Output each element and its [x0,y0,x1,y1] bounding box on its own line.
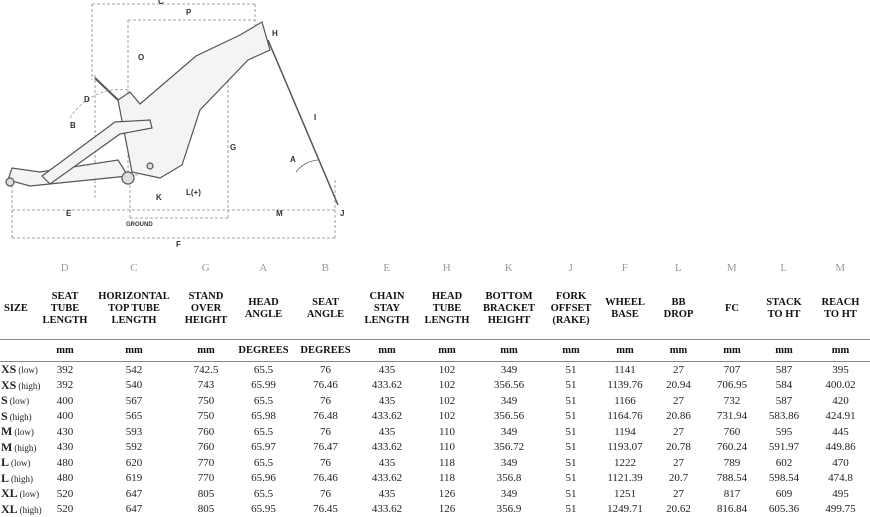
column-header [542,278,600,340]
label-A: A [290,155,296,164]
table-cell: 520 [42,486,88,502]
column-header [295,278,356,340]
table-cell: 392 [42,362,88,378]
table-cell: 592 [88,440,180,456]
table-cell: 565 [88,409,180,425]
table-cell: 420 [811,393,870,409]
unit-cell: mm [650,340,707,362]
table-cell: 349 [476,362,542,378]
table-cell: 750 [180,409,232,425]
bike-frame [6,22,338,205]
table-cell: 102 [418,393,476,409]
size-cell [0,378,42,394]
size-cell [0,502,42,517]
table-cell: 750 [180,393,232,409]
dimension-letter [0,258,42,278]
table-cell: 27 [650,486,707,502]
table-cell: 20.62 [650,502,707,517]
table-cell: 542 [88,362,180,378]
unit-cell: mm [707,340,757,362]
table-cell: 430 [42,440,88,456]
table-cell: 499.75 [811,502,870,517]
column-header [418,278,476,340]
table-row [0,486,870,502]
size-name: M [1,424,12,438]
table-cell: 1251 [600,486,650,502]
size-name: XS [1,378,16,392]
table-cell: 1249.71 [600,502,650,517]
dimension-letter-row [0,258,870,278]
column-header-line: FORK [542,291,600,303]
table-cell: 1193.07 [600,440,650,456]
size-name: S [1,393,8,407]
table-cell: 102 [418,378,476,394]
column-header-line: LENGTH [88,315,180,327]
size-variant: (high) [18,381,40,391]
table-cell: 1222 [600,455,650,471]
label-E: E [66,209,72,218]
table-cell: 356.8 [476,471,542,487]
column-header [88,278,180,340]
unit-cell: mm [42,340,88,362]
size-variant: (high) [11,474,33,484]
table-cell: 1164.76 [600,409,650,425]
table-cell: 707 [707,362,757,378]
size-rows [0,362,870,517]
size-cell [0,424,42,440]
label-I: I [314,113,316,122]
label-D: D [84,95,90,104]
table-cell: 349 [476,486,542,502]
column-header-line: CHAIN [356,291,418,303]
label-O: O [138,53,144,62]
table-cell: 102 [418,409,476,425]
column-header-line: BASE [600,309,650,321]
table-cell: 433.62 [356,409,418,425]
table-cell: 65.5 [232,455,295,471]
unit-cell: mm [418,340,476,362]
column-header [356,278,418,340]
table-cell: 584 [757,378,811,394]
size-name: XL [1,486,18,500]
label-G: G [230,143,236,152]
dimension-letter: F [600,258,650,278]
column-header-line: BOTTOM [476,291,542,303]
table-row [0,471,870,487]
table-cell: 126 [418,486,476,502]
table-cell: 433.62 [356,471,418,487]
table-row [0,502,870,517]
table-cell: 731.94 [707,409,757,425]
column-header [757,278,811,340]
size-cell [0,393,42,409]
label-P: P [186,8,192,17]
table-cell: 349 [476,424,542,440]
table-cell: 51 [542,440,600,456]
table-cell: 495 [811,486,870,502]
dimension-labels [66,0,344,249]
table-cell: 647 [88,486,180,502]
unit-cell: mm [476,340,542,362]
table-cell: 805 [180,486,232,502]
column-header-line: SEAT [42,291,88,303]
table-cell: 76.46 [295,471,356,487]
size-name: L [1,455,9,469]
table-cell: 65.96 [232,471,295,487]
column-header-line: ANGLE [232,309,295,321]
table-cell: 430 [42,424,88,440]
column-header-line: TUBE [42,303,88,315]
dimension-letter: L [650,258,707,278]
table-cell: 742.5 [180,362,232,378]
unit-cell: DEGREES [232,340,295,362]
table-cell: 76 [295,455,356,471]
table-cell: 27 [650,424,707,440]
column-header-line: BB [650,297,707,309]
table-cell: 65.5 [232,424,295,440]
label-K: K [156,193,162,202]
column-header-line: TO HT [811,309,870,321]
column-header-line: HEIGHT [476,315,542,327]
column-header [811,278,870,340]
size-variant: (low) [14,427,34,437]
table-cell: 595 [757,424,811,440]
table-cell: 51 [542,393,600,409]
table-cell: 567 [88,393,180,409]
column-header [476,278,542,340]
column-header [0,278,42,340]
label-C: C [158,0,164,6]
unit-cell: mm [811,340,870,362]
unit-cell: mm [356,340,418,362]
table-cell: 816.84 [707,502,757,517]
table-cell: 1194 [600,424,650,440]
table-cell: 27 [650,362,707,378]
table-row [0,409,870,425]
table-cell: 805 [180,502,232,517]
dimension-letter: E [356,258,418,278]
table-cell: 435 [356,424,418,440]
table-cell: 1139.76 [600,378,650,394]
table-cell: 27 [650,455,707,471]
dimension-letter: B [295,258,356,278]
label-H: H [272,29,278,38]
table-cell: 619 [88,471,180,487]
table-cell: 349 [476,393,542,409]
table-cell: 760 [180,440,232,456]
table-cell: 51 [542,486,600,502]
table-cell: 126 [418,502,476,517]
table-cell: 540 [88,378,180,394]
table-cell: 400.02 [811,378,870,394]
dimension-letter: H [418,258,476,278]
column-header-line: WHEEL [600,297,650,309]
size-cell [0,471,42,487]
column-header-line: FC [707,303,757,315]
table-cell: 706.95 [707,378,757,394]
column-header [180,278,232,340]
table-cell: 647 [88,502,180,517]
unit-cell: mm [180,340,232,362]
table-cell: 424.91 [811,409,870,425]
dimension-letter: K [476,258,542,278]
table-cell: 605.36 [757,502,811,517]
table-cell: 435 [356,455,418,471]
table-cell: 609 [757,486,811,502]
table-cell: 593 [88,424,180,440]
label-B: B [70,121,76,130]
column-header [600,278,650,340]
table-row [0,362,870,378]
column-header-line: OVER [180,303,232,315]
column-header-line: TUBE [418,303,476,315]
size-cell [0,486,42,502]
table-cell: 433.62 [356,440,418,456]
column-header-line: (RAKE) [542,315,600,327]
table-cell: 789 [707,455,757,471]
table-cell: 51 [542,378,600,394]
column-header-line: HORIZONTAL [88,291,180,303]
label-M: M [276,209,283,218]
column-header [650,278,707,340]
table-cell: 65.5 [232,362,295,378]
table-cell: 356.56 [476,378,542,394]
column-header-line: DROP [650,309,707,321]
table-row [0,424,870,440]
table-cell: 435 [356,362,418,378]
column-header-line: STACK [757,297,811,309]
size-name: L [1,471,9,485]
table-cell: 732 [707,393,757,409]
table-cell: 817 [707,486,757,502]
table-cell: 760 [707,424,757,440]
table-cell: 587 [757,393,811,409]
table-cell: 435 [356,393,418,409]
size-cell [0,440,42,456]
table-row [0,440,870,456]
table-cell: 1141 [600,362,650,378]
column-header-line: STAND [180,291,232,303]
table-cell: 788.54 [707,471,757,487]
table-cell: 392 [42,378,88,394]
table-cell: 51 [542,471,600,487]
table-cell: 760 [180,424,232,440]
dimension-letter: L [757,258,811,278]
table-cell: 76 [295,486,356,502]
table-cell: 20.94 [650,378,707,394]
table-cell: 602 [757,455,811,471]
table-cell: 76 [295,424,356,440]
label-F: F [176,240,181,249]
column-header-line: OFFSET [542,303,600,315]
table-cell: 433.62 [356,502,418,517]
unit-cell: mm [600,340,650,362]
ground-label: GROUND [126,222,153,228]
table-cell: 583.86 [757,409,811,425]
table-cell: 760.24 [707,440,757,456]
table-cell: 118 [418,471,476,487]
table-cell: 65.95 [232,502,295,517]
column-header-row [0,278,870,340]
column-header [707,278,757,340]
column-header-line: SEAT [295,297,356,309]
table-cell: 591.97 [757,440,811,456]
table-cell: 102 [418,362,476,378]
dimension-letter: C [88,258,180,278]
size-name: M [1,440,12,454]
table-cell: 356.72 [476,440,542,456]
table-cell: 51 [542,455,600,471]
size-name: S [1,409,8,423]
size-name: XS [1,362,16,376]
geometry-diagram [0,0,360,252]
size-variant: (high) [14,443,36,453]
label-J: J [340,209,344,218]
table-cell: 598.54 [757,471,811,487]
units-row [0,340,870,362]
column-header [232,278,295,340]
size-variant: (low) [18,365,38,375]
table-cell: 65.97 [232,440,295,456]
size-variant: (low) [10,396,30,406]
table-cell: 770 [180,471,232,487]
table-cell: 520 [42,502,88,517]
dimension-letter: J [542,258,600,278]
head-angle-arc [296,160,318,172]
column-header-line: BRACKET [476,303,542,315]
label-L: L(+) [186,188,201,197]
table-cell: 118 [418,455,476,471]
column-header-line: HEAD [232,297,295,309]
unit-cell: mm [542,340,600,362]
table-cell: 400 [42,409,88,425]
table-cell: 433.62 [356,378,418,394]
table-cell: 65.5 [232,486,295,502]
table-cell: 474.8 [811,471,870,487]
column-header-line: HEAD [418,291,476,303]
size-cell [0,409,42,425]
size-name: XL [1,502,18,516]
table-cell: 76 [295,362,356,378]
table-cell: 743 [180,378,232,394]
table-cell: 480 [42,471,88,487]
geometry-table [0,258,870,517]
size-variant: (low) [11,458,31,468]
column-header-line: TOP TUBE [88,303,180,315]
table-cell: 400 [42,393,88,409]
unit-cell: mm [88,340,180,362]
table-cell: 1121.39 [600,471,650,487]
size-cell [0,455,42,471]
column-header-line: TO HT [757,309,811,321]
table-cell: 51 [542,409,600,425]
size-variant: (low) [20,489,40,499]
table-cell: 445 [811,424,870,440]
table-cell: 76.48 [295,409,356,425]
column-header-line: LENGTH [356,315,418,327]
size-cell [0,362,42,378]
size-variant: (high) [10,412,32,422]
dimension-letter: A [232,258,295,278]
table-cell: 76 [295,393,356,409]
table-cell: 435 [356,486,418,502]
table-cell: 770 [180,455,232,471]
dimension-letter: M [707,258,757,278]
unit-cell: mm [757,340,811,362]
unit-cell: DEGREES [295,340,356,362]
table-cell: 1166 [600,393,650,409]
table-cell: 76.47 [295,440,356,456]
table-row [0,455,870,471]
unit-cell [0,340,42,362]
table-cell: 349 [476,455,542,471]
table-cell: 65.5 [232,393,295,409]
column-header-line: HEIGHT [180,315,232,327]
dimension-letter: M [811,258,870,278]
table-cell: 20.7 [650,471,707,487]
column-header-line: ANGLE [295,309,356,321]
size-variant: (high) [20,505,42,515]
table-cell: 51 [542,362,600,378]
table-cell: 20.86 [650,409,707,425]
table-cell: 76.45 [295,502,356,517]
column-header-line: STAY [356,303,418,315]
table-cell: 356.56 [476,409,542,425]
table-cell: 480 [42,455,88,471]
column-header-line: REACH [811,297,870,309]
dimension-letter: D [42,258,88,278]
table-cell: 76.46 [295,378,356,394]
column-header-line: LENGTH [418,315,476,327]
table-cell: 51 [542,424,600,440]
table-cell: 65.99 [232,378,295,394]
table-cell: 110 [418,440,476,456]
table-cell: 449.86 [811,440,870,456]
table-row [0,393,870,409]
table-cell: 110 [418,424,476,440]
table-cell: 356.9 [476,502,542,517]
table-row [0,378,870,394]
table-cell: 620 [88,455,180,471]
table-cell: 20.78 [650,440,707,456]
column-header [42,278,88,340]
column-header-line: LENGTH [42,315,88,327]
table-cell: 27 [650,393,707,409]
table-cell: 65.98 [232,409,295,425]
table-cell: 470 [811,455,870,471]
table-cell: 587 [757,362,811,378]
table-cell: 51 [542,502,600,517]
dimension-letter: G [180,258,232,278]
table-cell: 395 [811,362,870,378]
column-header-line: SIZE [4,303,42,315]
